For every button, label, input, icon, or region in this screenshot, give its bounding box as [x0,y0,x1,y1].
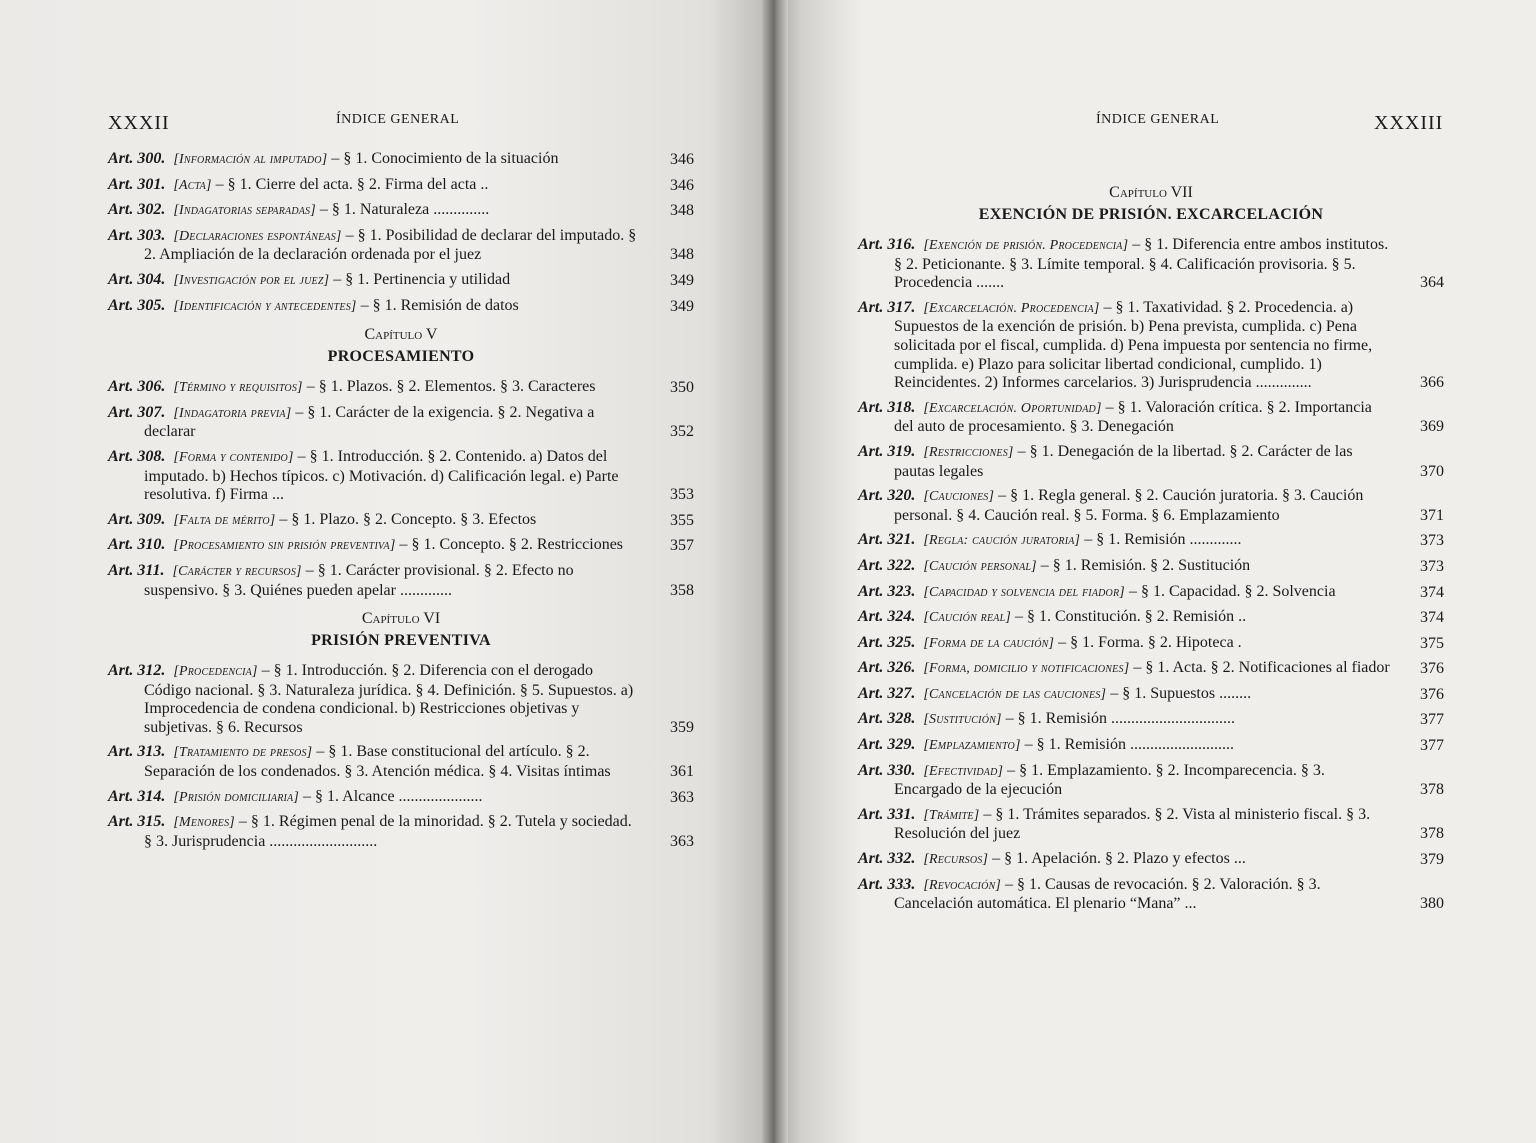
article-number: Art. 328. [858,710,916,728]
article-title: [Efectividad] [923,763,1004,779]
toc-entry [858,736,1444,756]
page-reference: 353 [670,486,694,504]
toc-entry [858,659,1444,679]
article-number: Art. 321. [858,531,916,549]
entry-description: – § 1. Carácter provisional. § 2. Efecto no suspensivo. § 3. Quiénes pueden apelar ............. [144,561,574,599]
toc-entry [858,685,1444,705]
page-reference: 366 [1420,374,1444,392]
entry-description: – § 1. Causas de revocación. § 2. Valoración. § 3. Cancelación automática. El plenario “Mana” ... [894,875,1321,913]
right-page [770,0,1536,1143]
article-title: [Cancelación de las cauciones] [923,686,1107,702]
article-number: Art. 331. [858,805,916,823]
article-title: [Procesamiento sin prisión preventiva] [173,538,396,554]
article-title: [Acta] [173,177,212,193]
toc-entry [108,150,694,170]
article-number: Art. 315. [108,813,166,831]
article-title: [Forma de la caución] [923,635,1055,651]
toc-entry [108,743,694,781]
article-number: Art. 313. [108,743,166,761]
article-title: [Prisión domiciliaria] [173,789,300,805]
page-number-left: XXXII [108,112,170,134]
article-title: [Regla: caución juratoria] [923,533,1081,549]
article-title: [Caución real] [923,610,1011,626]
entry-description: – § 1. Carácter de la exigencia. § 2. Negativa a declarar [144,403,595,441]
article-number: Art. 324. [858,608,916,626]
entry-description: – § 1. Valoración crítica. § 2. Importancia del auto de procesamiento. § 3. Denegación [894,398,1372,436]
page-reference: 374 [1420,583,1444,601]
article-title: [Excarcelación. Oportunidad] [923,400,1102,416]
article-number: Art. 310. [108,536,166,554]
entry-description: – § 1. Apelación. § 2. Plazo y efectos ... [988,850,1246,868]
article-number: Art. 304. [108,270,166,288]
entry-description: – § 1. Trámites separados. § 2. Vista al ministerio fiscal. § 3. Resolución del juez [894,805,1371,843]
entry-description: – § 1. Remisión. § 2. Sustitución [1036,556,1251,574]
entry-description: – § 1. Remisión de datos [356,296,519,314]
article-number: Art. 306. [108,378,166,396]
article-number: Art. 316. [858,236,916,253]
page-reference: 352 [670,423,694,441]
chapter-title: PRISIÓN PREVENTIVA [311,632,491,650]
toc-entry [858,583,1444,603]
toc-entry [858,443,1444,481]
page-reference: 363 [670,788,694,806]
toc-entry [108,297,694,317]
article-title: [Cauciones] [923,489,995,505]
article-number: Art. 323. [858,582,916,600]
article-number: Art. 305. [108,296,166,314]
entry-description: – § 1. Alcance ..................... [299,787,483,805]
article-number: Art. 326. [858,659,916,677]
toc-entry [108,448,694,505]
article-title: [Trámite] [923,807,980,823]
entry-description: – § 1. Posibilidad de declarar del imputado. § 2. Ampliación de la declaración ordenada por el juez [144,226,637,264]
article-title: [Declaraciones espontáneas] [173,228,342,244]
running-head-left: ÍNDICE GENERAL [336,112,460,127]
toc-column-right [858,174,1444,920]
article-title: [Falta de mérito] [173,512,276,528]
toc-entry [108,176,694,196]
article-title: [Investigación por el juez] [173,272,330,288]
article-number: Art. 302. [108,201,166,219]
article-title: [Caución personal] [923,558,1037,574]
article-title: [Indagatoria previa] [173,405,292,421]
article-number: Art. 322. [858,556,916,574]
article-number: Art. 309. [108,510,166,528]
article-title: [Emplazamiento] [923,738,1021,754]
entry-description: – § 1. Supuestos ........ [1106,684,1252,702]
article-title: [Información al imputado] [173,152,328,167]
toc-entry [108,813,694,851]
article-number: Art. 303. [108,226,166,244]
toc-entry [858,608,1444,628]
toc-entry [108,662,694,737]
article-title: [Recursos] [923,852,989,868]
page-reference: 348 [670,246,694,264]
page-reference: 375 [1420,634,1444,652]
page-reference: 348 [670,202,694,220]
article-title: [Forma, domicilio y notificaciones] [923,661,1130,677]
page-reference: 357 [670,537,694,555]
entry-description: – § 1. Introducción. § 2. Diferencia con el derogado Código nacional. § 3. Naturaleza jurídica. § 4. Definición. § 5. Supuestos. a) Improcedencia de condena condicional. b) Restricciones objetivas y subjetivas. § 6. Recursos [144,662,634,736]
page-reference: 374 [1420,609,1444,627]
article-number: Art. 311. [108,561,165,579]
page-reference: 346 [670,151,694,168]
toc-entry [858,806,1444,844]
running-head-right: ÍNDICE GENERAL [1096,112,1220,127]
article-number: Art. 312. [108,662,166,680]
toc-entry [108,788,694,808]
entry-description: – § 1. Capacidad. § 2. Solvencia [1124,582,1336,600]
article-number: Art. 317. [858,298,916,316]
toc-entry [858,531,1444,551]
page-reference: 378 [1420,781,1444,799]
entry-description: – § 1. Introducción. § 2. Contenido. a) Datos del imputado. b) Hechos típicos. c) Motivación. d) Calificación legal. e) Parte resolutiva. f) Firma ... [144,447,619,504]
entry-description: – § 1. Diferencia entre ambos institutos. § 2. Peticionante. § 3. Límite temporal. § 4. Calificación provisoria. § 5. Procedencia ....... [894,236,1389,292]
entry-description: – § 1. Constitución. § 2. Remisión .. [1011,608,1247,626]
article-number: Art. 314. [108,787,166,805]
page-reference: 376 [1420,685,1444,703]
book-gutter [762,0,788,1143]
toc-column-left [108,150,694,857]
article-number: Art. 329. [858,736,916,754]
page-reference: 349 [670,297,694,315]
article-title: [Carácter y recursos] [172,563,302,579]
article-title: [Término y requisitos] [173,380,303,396]
article-number: Art. 332. [858,850,916,868]
toc-entry [858,634,1444,654]
page-reference: 371 [1420,506,1444,524]
toc-entry [108,378,694,398]
article-number: Art. 330. [858,761,916,779]
chapter-title: EXENCIÓN DE PRISIÓN. EXCARCELACIÓN [978,206,1324,223]
entry-description: – § 1. Régimen penal de la minoridad. § 2. Tutela y sociedad. § 3. Jurisprudencia ........................... [144,813,632,850]
article-number: Art. 308. [108,447,166,465]
toc-entry [108,271,694,291]
page-reference: 361 [670,763,694,781]
entry-description: – § 1. Remisión ............................... [1001,710,1235,728]
toc-entry [108,562,694,600]
page-reference: 377 [1420,737,1444,755]
page-number-right: XXXIII [1374,112,1444,134]
article-number: Art. 320. [858,487,916,505]
article-title: [Procedencia] [173,664,258,680]
article-title: [Capacidad y solvencia del fiador] [923,584,1125,600]
page-reference: 363 [670,832,694,850]
page-reference: 379 [1420,851,1444,869]
entry-description: – § 1. Forma. § 2. Hipoteca . [1054,633,1242,651]
entry-description: – § 1. Plazos. § 2. Elementos. § 3. Caracteres [302,378,596,396]
page-reference: 380 [1420,895,1444,913]
toc-entry [858,850,1444,870]
entry-description: – § 1. Regla general. § 2. Caución juratoria. § 3. Caución personal. § 4. Caución real. § 5. Forma. § 6. Emplazamiento [894,487,1364,524]
entry-description: – § 1. Concepto. § 2. Restricciones [395,536,624,554]
article-number: Art. 319. [858,442,916,460]
article-number: Art. 327. [858,684,916,702]
article-title: [Forma y contenido] [173,449,294,465]
toc-entry [108,404,694,442]
entry-description: – § 1. Conocimiento de la situación [327,150,559,167]
article-number: Art. 307. [108,403,166,421]
article-number: Art. 325. [858,633,916,651]
chapter-label: Capítulo V [364,326,438,344]
article-title: [Excarcelación. Procedencia] [923,300,1100,316]
article-number: Art. 301. [108,175,166,193]
article-title: [Restricciones] [923,444,1014,460]
article-title: [Tratamiento de presos] [173,745,313,761]
page-reference: 378 [1420,825,1444,843]
article-title: [Menores] [173,815,235,831]
article-title: [Exención de prisión. Procedencia] [923,238,1129,253]
entry-description: – § 1. Plazo. § 2. Concepto. § 3. Efectos [275,510,537,528]
page-reference: 370 [1420,462,1444,480]
entry-description: – § 1. Pertinencia y utilidad [329,270,511,288]
page-reference: 373 [1420,532,1444,550]
toc-entry [108,536,694,556]
toc-entry [858,487,1444,525]
article-title: [Revocación] [923,877,1002,893]
page-reference: 349 [670,271,694,289]
chapter-label: Capítulo VI [361,610,441,628]
entry-description: – § 1. Base constitucional del artículo. § 2. Separación de los condenados. § 3. Atención médica. § 4. Visitas íntimas [144,743,611,781]
page-reference: 364 [1420,274,1444,292]
article-number: Art. 318. [858,398,916,416]
page-reference: 359 [670,718,694,736]
page-reference: 376 [1420,660,1444,678]
toc-entry [858,236,1444,293]
article-number: Art. 333. [858,875,916,893]
entry-description: – § 1. Emplazamiento. § 2. Incomparecencia. § 3. Encargado de la ejecución [894,761,1325,799]
page-reference: 373 [1420,557,1444,575]
page-reference: 346 [670,176,694,194]
article-title: [Sustitución] [923,712,1002,728]
toc-entry [858,710,1444,730]
page-reference: 350 [670,379,694,397]
page-reference: 377 [1420,711,1444,729]
toc-entry [858,557,1444,577]
chapter-label: Capítulo VII [1109,184,1193,201]
toc-entry [108,201,694,221]
entry-description: – § 1. Naturaleza .............. [315,201,490,219]
entry-description: – § 1. Cierre del acta. § 2. Firma del acta .. [211,175,489,193]
page-reference: 355 [670,511,694,529]
entry-description: – § 1. Taxatividad. § 2. Procedencia. a) Supuestos de la exención de prisión. b) Pena prevista, cumplida. c) Pena solicitada por el fiscal, cumplida. d) Pena impuesta por sentencia no firme, cumplida. e) Plazo para solicitar libertad condicional, cumplido. 1) Reincidentes. 2) Informes carcelarios. 3) Jurisprudencia .............. [894,298,1373,392]
toc-entry [108,511,694,531]
toc-entry [858,299,1444,393]
page-reference: 358 [670,581,694,599]
toc-entry [858,876,1444,914]
entry-description: – § 1. Remisión .......................... [1020,736,1234,754]
toc-entry [858,762,1444,800]
article-title: [Indagatorias separadas] [173,203,316,219]
article-title: [Identificación y antecedentes] [173,298,357,314]
toc-entry [108,227,694,265]
page-reference: 369 [1420,418,1444,436]
toc-entry [858,399,1444,437]
entry-description: – § 1. Denegación de la libertad. § 2. Carácter de las pautas legales [894,442,1353,480]
chapter-title: PROCESAMIENTO [327,348,475,366]
entry-description: – § 1. Remisión ............. [1080,531,1242,549]
article-number: Art. 300. [108,150,166,167]
entry-description: – § 1. Acta. § 2. Notificaciones al fiador [1129,659,1390,677]
